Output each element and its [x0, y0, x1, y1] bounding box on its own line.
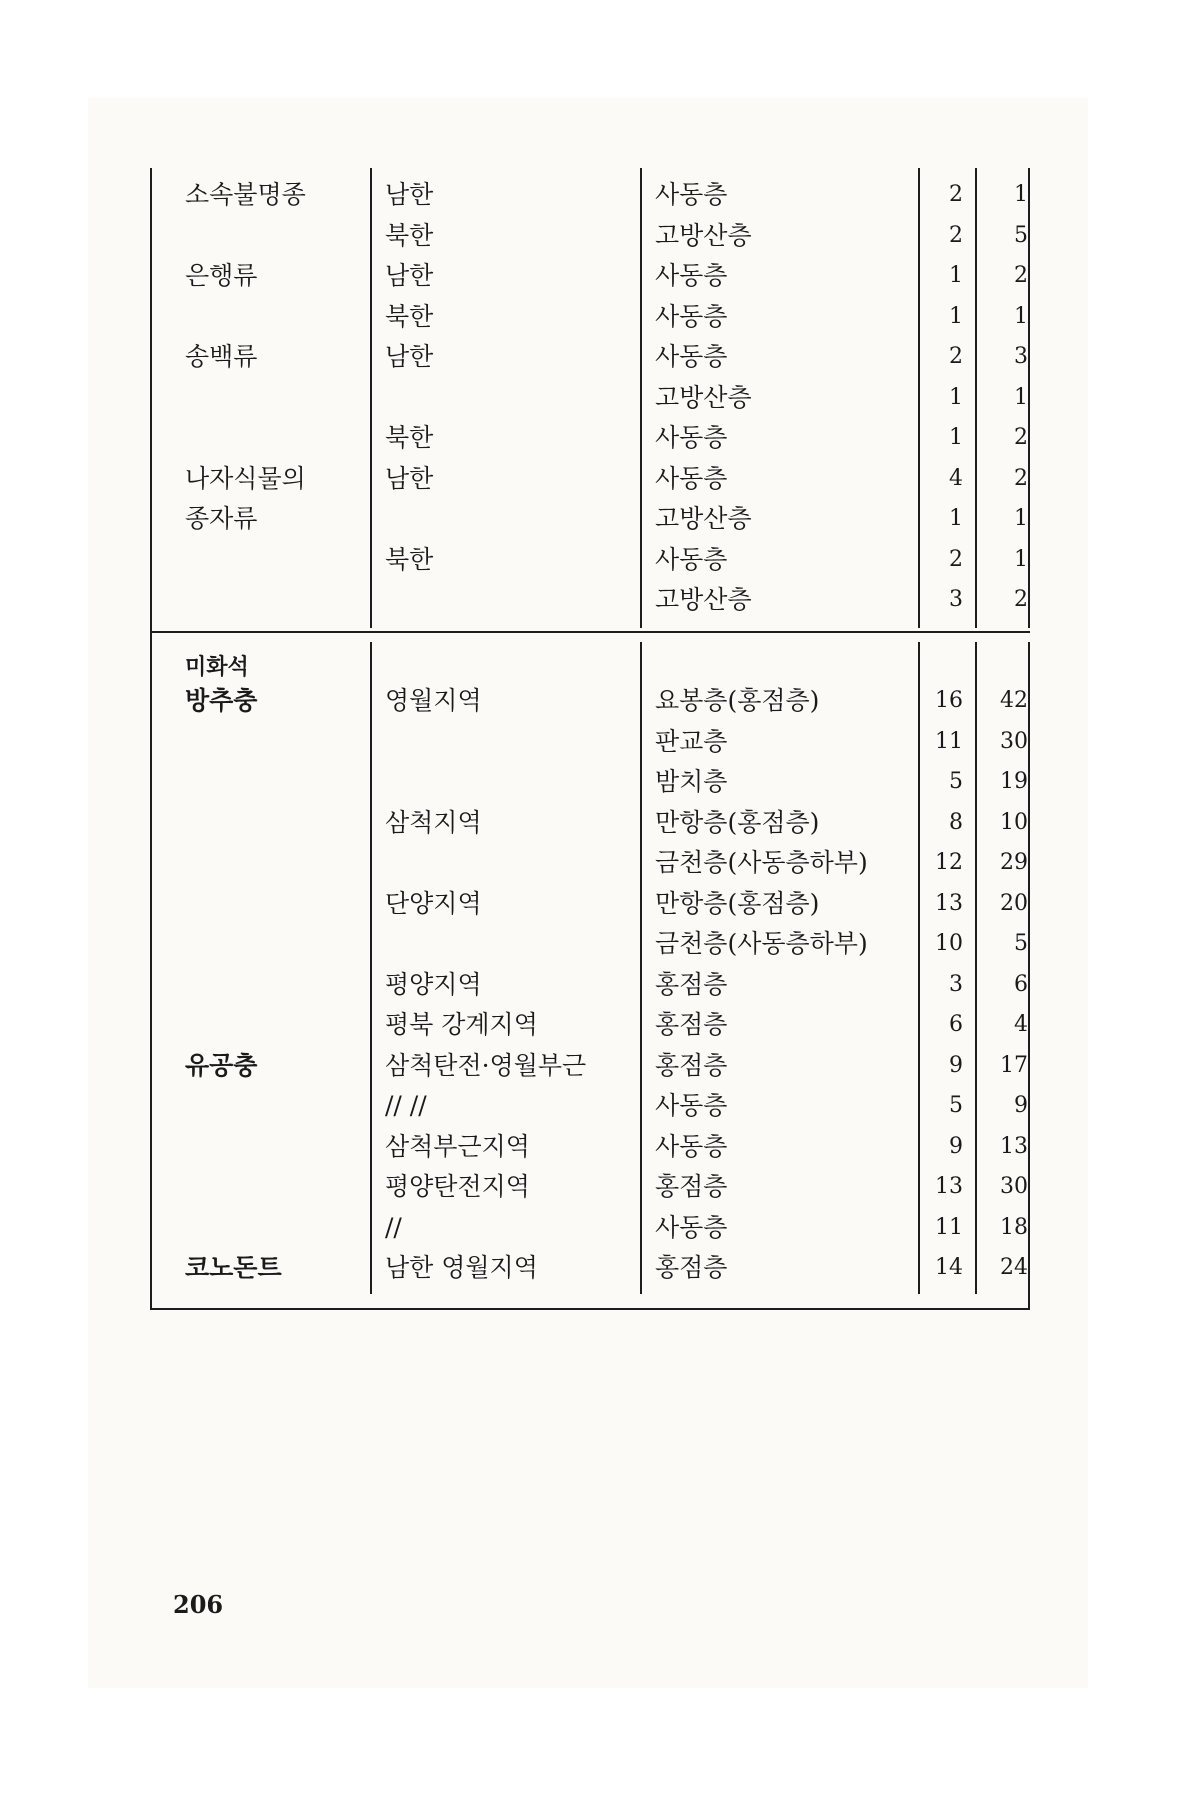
count-1-cell: 12 [935, 850, 963, 875]
category-cell: 소속불명종 [185, 180, 306, 209]
count-1-cell: 14 [935, 1255, 963, 1280]
layer-cell: 홍점층 [655, 1172, 728, 1201]
count-1-cell: 2 [949, 182, 963, 207]
count-2-cell: 17 [1000, 1052, 1028, 1078]
count-2-cell: 4 [1014, 1012, 1028, 1037]
fossil-table [150, 168, 1030, 1310]
count-2-cell: 1 [1014, 303, 1028, 329]
count-1-cell: 3 [949, 587, 963, 612]
layer-cell: 사동층 [655, 342, 728, 371]
count-2-cell: 42 [1000, 688, 1028, 713]
layer-cell: 사동층 [655, 544, 728, 574]
layer-cell: 사동층 [655, 1091, 728, 1120]
region-cell: 평양탄전지역 [385, 1172, 530, 1201]
category-cell: 나자식물의 [185, 463, 306, 493]
region-cell: 영월지역 [385, 686, 482, 715]
layer-cell: 사동층 [655, 180, 728, 209]
table-right-rule-top [1028, 168, 1030, 628]
count-2-cell: 3 [1014, 344, 1028, 369]
region-cell: 남한 [385, 463, 434, 493]
table-bottom-rule [150, 1308, 1030, 1310]
count-1-cell: 1 [949, 425, 963, 450]
count-1-cell: 13 [935, 1174, 963, 1199]
count-2-cell: 10 [1000, 809, 1028, 835]
section-heading: 미화석 [185, 654, 249, 680]
region-cell: 남한 영월지역 [385, 1253, 538, 1282]
count-2-cell: 19 [1000, 769, 1028, 794]
layer-cell: 홍점층 [655, 1010, 728, 1039]
count-1-cell: 1 [949, 303, 963, 329]
table-right-rule-bottom [1028, 642, 1030, 1310]
column-rule-2-bottom [640, 642, 642, 1294]
count-1-cell: 16 [935, 688, 963, 713]
category-cell: 방추충 [185, 686, 258, 715]
count-1-cell: 8 [949, 809, 963, 835]
column-rule-4-bottom [975, 642, 977, 1294]
category-cell: 종자류 [185, 504, 258, 533]
layer-cell: 만항층(홍점층) [655, 807, 820, 837]
count-2-cell: 6 [1014, 971, 1028, 997]
count-1-cell: 11 [935, 1214, 963, 1240]
region-cell: 남한 [385, 342, 434, 371]
layer-cell: 밤치층 [655, 767, 728, 796]
region-cell: 평북 강계지역 [385, 1010, 538, 1039]
count-1-cell: 1 [949, 263, 963, 288]
count-2-cell: 1 [1014, 546, 1028, 572]
count-1-cell: 4 [949, 465, 963, 491]
layer-cell: 홍점층 [655, 969, 728, 999]
region-cell: 북한 [385, 220, 434, 250]
column-rule-4-top [975, 168, 977, 628]
layer-cell: 홍점층 [655, 1253, 728, 1282]
category-cell: 유공충 [185, 1050, 258, 1080]
region-cell: 남한 [385, 261, 434, 290]
layer-cell: 고방산층 [655, 382, 752, 412]
region-cell: 남한 [385, 180, 434, 209]
count-2-cell: 5 [1014, 222, 1028, 248]
count-2-cell: 24 [1000, 1255, 1028, 1280]
layer-cell: 사동층 [655, 463, 728, 493]
count-2-cell: 5 [1014, 931, 1028, 956]
column-rule-1-top [370, 168, 372, 628]
count-2-cell: 1 [1014, 506, 1028, 531]
layer-cell: 판교층 [655, 726, 728, 756]
count-1-cell: 2 [949, 546, 963, 572]
count-2-cell: 2 [1014, 425, 1028, 450]
layer-cell: 만항층(홍점층) [655, 888, 820, 918]
region-cell: 삼척부근지역 [385, 1131, 530, 1161]
category-cell: 코노돈트 [185, 1253, 282, 1282]
count-1-cell: 13 [935, 890, 963, 916]
region-cell: 북한 [385, 301, 434, 331]
page-number: 206 [173, 1590, 224, 1619]
count-2-cell: 30 [1000, 728, 1028, 754]
count-1-cell: 9 [949, 1133, 963, 1159]
category-cell: 은행류 [185, 261, 258, 290]
region-cell: 평양지역 [385, 969, 482, 999]
region-cell: 북한 [385, 544, 434, 574]
section-divider [150, 631, 1030, 633]
count-2-cell: 1 [1014, 384, 1028, 410]
count-1-cell: 9 [949, 1052, 963, 1078]
layer-cell: 홍점층 [655, 1050, 728, 1080]
region-cell: // [385, 1212, 402, 1242]
count-1-cell: 10 [935, 931, 963, 956]
count-1-cell: 3 [949, 971, 963, 997]
layer-cell: 고방산층 [655, 504, 752, 533]
count-2-cell: 9 [1014, 1093, 1028, 1118]
count-2-cell: 18 [1000, 1214, 1028, 1240]
count-1-cell: 1 [949, 384, 963, 410]
count-1-cell: 5 [949, 1093, 963, 1118]
count-1-cell: 11 [935, 728, 963, 754]
count-1-cell: 2 [949, 222, 963, 248]
count-1-cell: 2 [949, 344, 963, 369]
region-cell: 삼척탄전·영월부근 [385, 1050, 587, 1080]
layer-cell: 사동층 [655, 1131, 728, 1161]
count-2-cell: 2 [1014, 465, 1028, 491]
region-cell: 삼척지역 [385, 807, 482, 837]
count-1-cell: 1 [949, 506, 963, 531]
layer-cell: 금천층(사동층하부) [655, 848, 868, 877]
layer-cell: 사동층 [655, 1212, 728, 1242]
layer-cell: 요봉층(홍점층) [655, 686, 820, 715]
category-cell: 송백류 [185, 342, 258, 371]
count-2-cell: 30 [1000, 1174, 1028, 1199]
region-cell: 북한 [385, 423, 434, 452]
layer-cell: 사동층 [655, 423, 728, 452]
region-cell: 단양지역 [385, 888, 482, 918]
layer-cell: 고방산층 [655, 220, 752, 250]
count-1-cell: 6 [949, 1012, 963, 1037]
count-2-cell: 20 [1000, 890, 1028, 916]
layer-cell: 사동층 [655, 261, 728, 290]
table-left-rule [150, 168, 152, 1310]
column-rule-2-top [640, 168, 642, 628]
layer-cell: 사동층 [655, 301, 728, 331]
region-cell: // // [385, 1091, 427, 1120]
layer-cell: 금천층(사동층하부) [655, 929, 868, 958]
count-2-cell: 2 [1014, 587, 1028, 612]
layer-cell: 고방산층 [655, 585, 752, 614]
count-2-cell: 29 [1000, 850, 1028, 875]
count-2-cell: 2 [1014, 263, 1028, 288]
count-2-cell: 13 [1000, 1133, 1028, 1159]
count-1-cell: 5 [949, 769, 963, 794]
column-rule-1-bottom [370, 642, 372, 1294]
count-2-cell: 1 [1014, 182, 1028, 207]
